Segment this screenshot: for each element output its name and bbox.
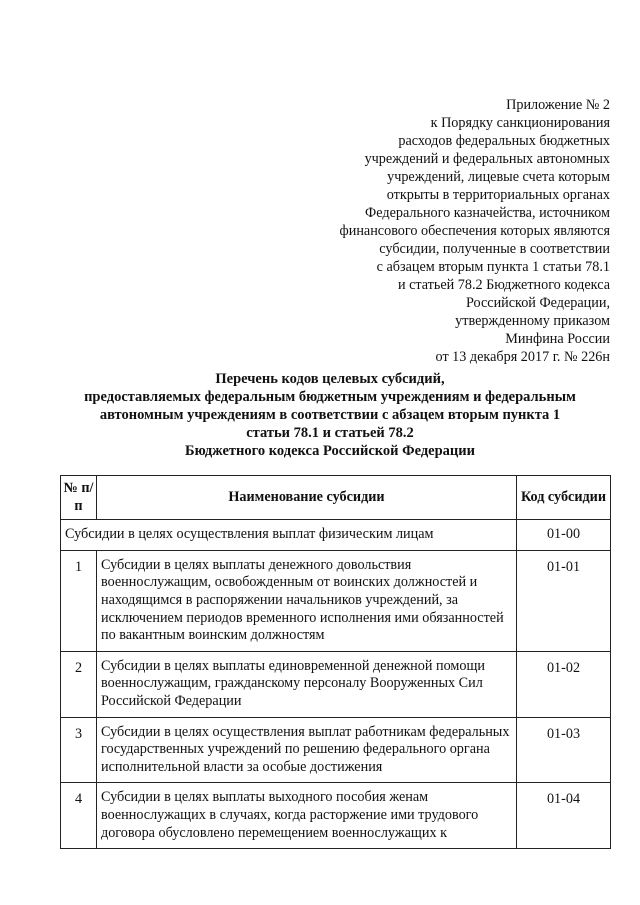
table-header-row <box>61 476 611 520</box>
row-num: 2 <box>61 651 97 717</box>
header-code: Код субсидии <box>517 476 611 520</box>
title-line: Перечень кодов целевых субсидий, <box>215 371 445 387</box>
row-code: 01-04 <box>517 783 611 849</box>
appendix-line: от 13 декабря 2017 г. № 226н <box>435 349 610 365</box>
title-line: статьи 78.1 и статьей 78.2 <box>246 425 414 441</box>
appendix-line: расходов федеральных бюджетных <box>398 133 610 149</box>
document-title <box>70 370 590 460</box>
table-row <box>61 717 611 783</box>
appendix-line: финансового обеспечения которых являются <box>339 223 610 239</box>
appendix-line: утвержденному приказом <box>455 313 610 329</box>
row-num: 1 <box>61 550 97 651</box>
header-name: Наименование субсидии <box>97 476 517 520</box>
row-num: 3 <box>61 717 97 783</box>
table-group-row <box>61 520 611 551</box>
row-code: 01-02 <box>517 651 611 717</box>
appendix-line: Российской Федерации, <box>465 295 610 311</box>
table-row <box>61 651 611 717</box>
row-code: 01-03 <box>517 717 611 783</box>
table-row <box>61 783 611 849</box>
appendix-block <box>280 96 610 366</box>
appendix-line: учреждений, лицевые счета которым <box>387 169 610 185</box>
row-name: Субсидии в целях выплаты единовременной денежной помощи военнослужащим, гражданскому персоналу Вооруженных Сил Российской Федерации <box>97 651 517 717</box>
row-num: 4 <box>61 783 97 849</box>
row-name: Субсидии в целях выплаты выходного пособия женам военнослужащих в случаях, когда расторжение ими трудового договора обусловлено перемещением военнослужащих к <box>97 783 517 849</box>
group-name: Субсидии в целях осуществления выплат физическим лицам <box>61 520 517 551</box>
title-line: автономным учреждениям в соответствии с абзацем вторым пункта 1 <box>99 407 561 423</box>
header-num: № п/п <box>61 476 97 520</box>
appendix-line: с абзацем вторым пункта 1 статьи 78.1 <box>376 259 610 275</box>
appendix-line: субсидии, полученные в соответствии <box>379 241 610 257</box>
appendix-line: к Порядку санкционирования <box>430 115 610 131</box>
group-code: 01-00 <box>517 520 611 551</box>
title-line: Бюджетного кодекса Российской Федерации <box>184 443 475 459</box>
appendix-line: Минфина России <box>505 331 610 347</box>
row-name: Субсидии в целях осуществления выплат работникам федеральных государственных учреждений по решению федерального органа исполнительной власти за особые достижения <box>97 717 517 783</box>
title-line: предоставляемых федеральным бюджетным учреждениям и федеральным <box>84 389 576 405</box>
appendix-line: Федерального казначейства, источником <box>365 205 610 221</box>
appendix-line: и статьей 78.2 Бюджетного кодекса <box>397 277 610 293</box>
appendix-line: Приложение № 2 <box>506 97 610 113</box>
appendix-line: открыты в территориальных органах <box>386 187 610 203</box>
row-name: Субсидии в целях выплаты денежного довольствия военнослужащим, освобожденным от воинских должностей и находящимся в распоряжении начальников учреждений, за исключением периодов временного исполнения ими обязанностей по вакантным воинским должностям <box>97 550 517 651</box>
row-code: 01-01 <box>517 550 611 651</box>
table-row <box>61 550 611 651</box>
subsidy-codes-table <box>60 475 611 849</box>
appendix-line: учреждений и федеральных автономных <box>364 151 610 167</box>
